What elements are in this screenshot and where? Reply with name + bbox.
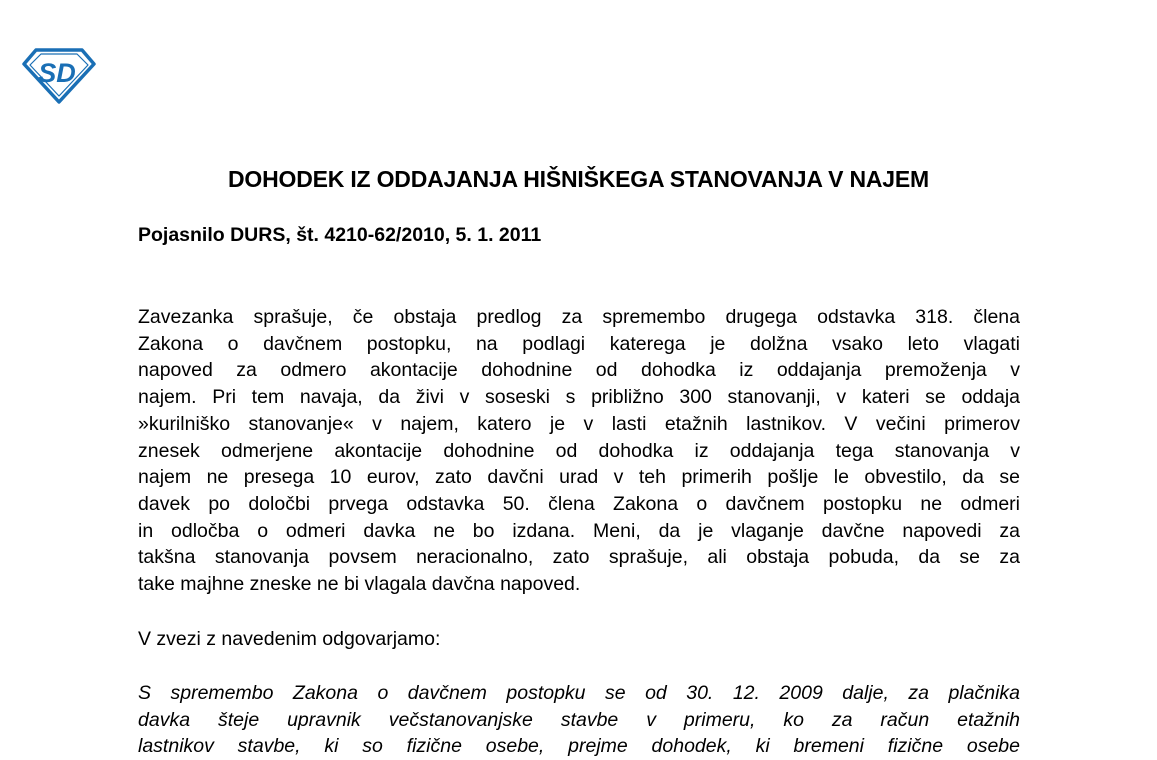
document-title: DOHODEK IZ ODDAJANJA HIŠNIŠKEGA STANOVANJA V NAJEM	[228, 166, 929, 192]
paragraph-line: »kurilniško stanovanje« v najem, katero je v lasti etažnih lastnikov. V večini primerov	[138, 412, 1020, 435]
paragraph-line: Zavezanka sprašuje, če obstaja predlog za spremembo drugega odstavka 318. člena	[138, 306, 1020, 328]
paragraph-line: V zvezi z navedenim odgovarjamo:	[138, 628, 441, 650]
svg-text:SD: SD	[38, 58, 76, 88]
paragraph-line: Zakona o davčnem postopku, na podlagi katerega je dolžna vsako leto vlagati	[138, 332, 1020, 355]
superman-shield-sd-logo-icon	[22, 46, 96, 104]
paragraph-line: najem. Pri tem navaja, da živi v soseski s približno 300 stanovanji, v kateri se oddaja	[138, 386, 1020, 409]
paragraph-response-intro	[138, 626, 1020, 653]
paragraph-question	[138, 304, 1020, 598]
paragraph-line: S spremembo Zakona o davčnem postopku se od 30. 12. 2009 dalje, za plačnika	[138, 682, 1020, 704]
document-subtitle: Pojasnilo DURS, št. 4210-62/2010, 5. 1. 2011	[138, 224, 542, 246]
paragraph-line: davka šteje upravnik večstanovanjske stavbe v primeru, ko za račun etažnih	[138, 708, 1020, 731]
paragraph-line: takšna stanovanja povsem neracionalno, zato sprašuje, ali obstaja pobuda, da se za	[138, 546, 1020, 569]
paragraph-line: napoved za odmero akontacije dohodnine od dohodka iz oddajanja premoženja v	[138, 359, 1020, 382]
paragraph-line: lastnikov stavbe, ki so fizične osebe, prejme dohodek, ki bremeni fizične osebe	[138, 735, 1020, 758]
paragraph-answer	[138, 680, 1020, 760]
paragraph-line: najem ne presega 10 eurov, zato davčni urad v teh primerih pošlje le obvestilo, da se	[138, 466, 1020, 489]
paragraph-line: take majhne zneske ne bi vlagala davčna napoved.	[138, 573, 581, 596]
paragraph-line: in odločba o odmeri davka ne bo izdana. Meni, da je vlaganje davčne napovedi za	[138, 519, 1020, 542]
paragraph-line: znesek odmerjene akontacije dohodnine od dohodka iz oddajanja tega stanovanja v	[138, 439, 1020, 462]
logo	[22, 46, 96, 104]
paragraph-line: davek po določbi prvega odstavka 50. člena Zakona o davčnem postopku ne odmeri	[138, 492, 1020, 515]
